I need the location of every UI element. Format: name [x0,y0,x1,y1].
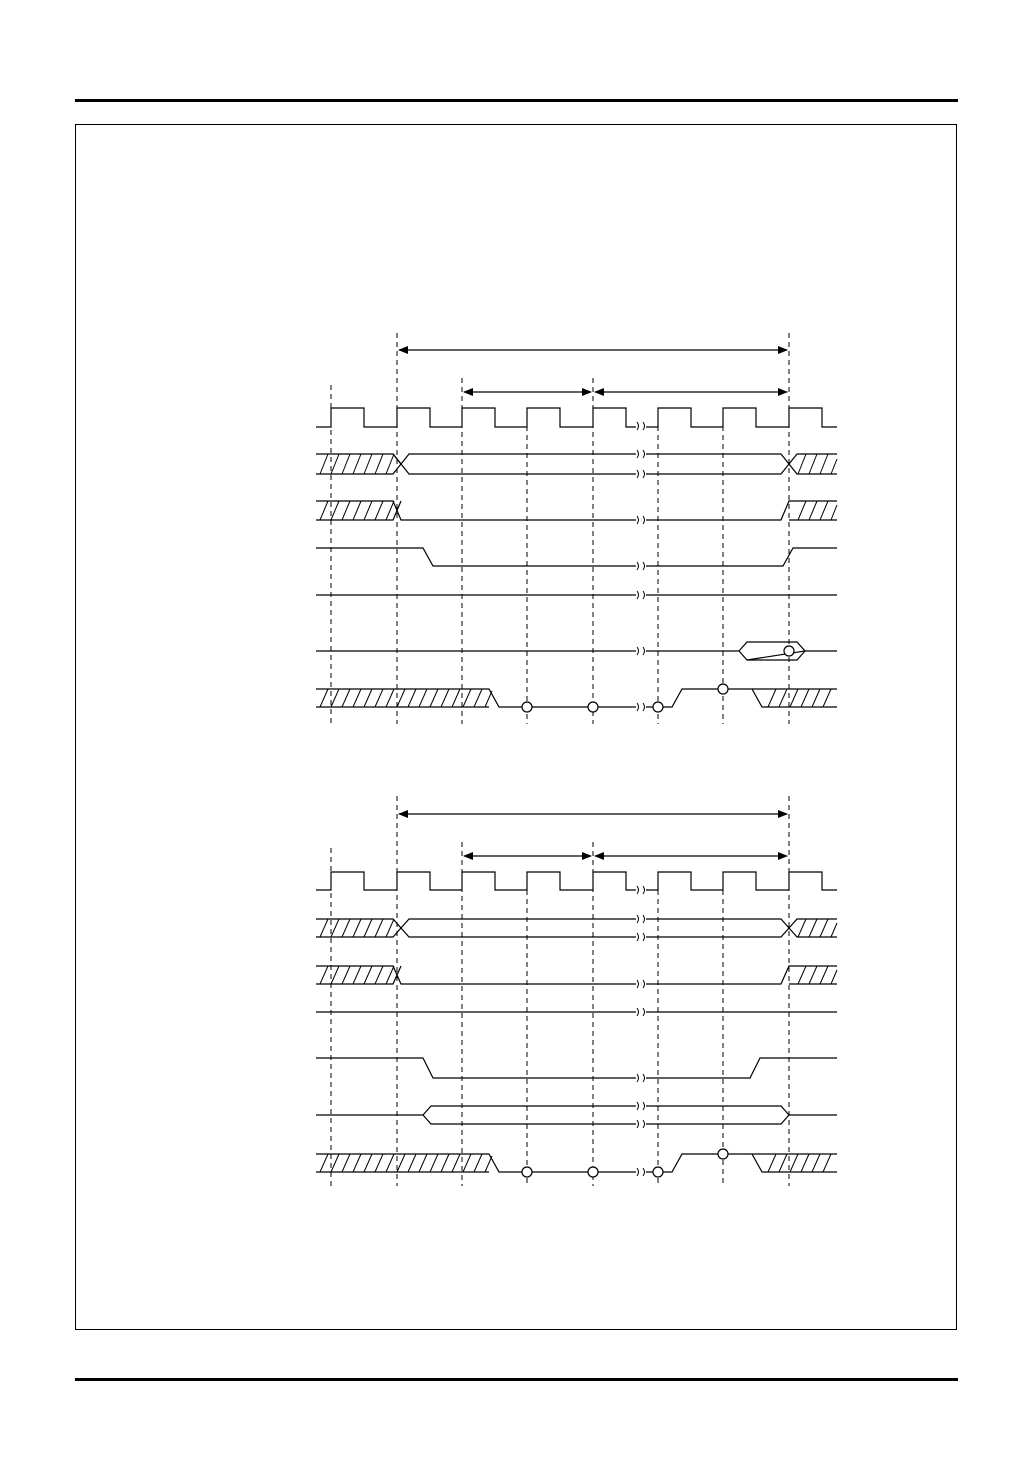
hatching [320,454,837,707]
bus-a-signal [316,454,837,474]
hatching [320,919,837,1172]
bus-a-signal [316,919,837,937]
timing-diagram-1 [316,333,837,724]
break-marks [637,422,645,711]
bus-b-signal [316,501,837,520]
data-window-signal [316,642,837,660]
ready-signal [316,684,837,712]
clock-signal-cont [646,408,837,427]
timing-diagram-2 [316,796,837,1186]
ready-signal [316,1149,837,1177]
clock-signal [316,408,636,427]
clock-signal-cont [646,872,837,890]
guide-lines [331,796,789,1186]
strobe-low-signal-cont [646,1058,837,1078]
strobe-low-signal-cont [646,548,837,566]
data-window-signal [316,1106,837,1124]
clock-signal [316,872,636,890]
strobe-low-signal [316,1058,636,1078]
strobe-low-signal [316,548,636,566]
bus-b-signal [316,966,837,984]
footer-rule [75,1378,958,1381]
break-marks [637,886,645,1176]
